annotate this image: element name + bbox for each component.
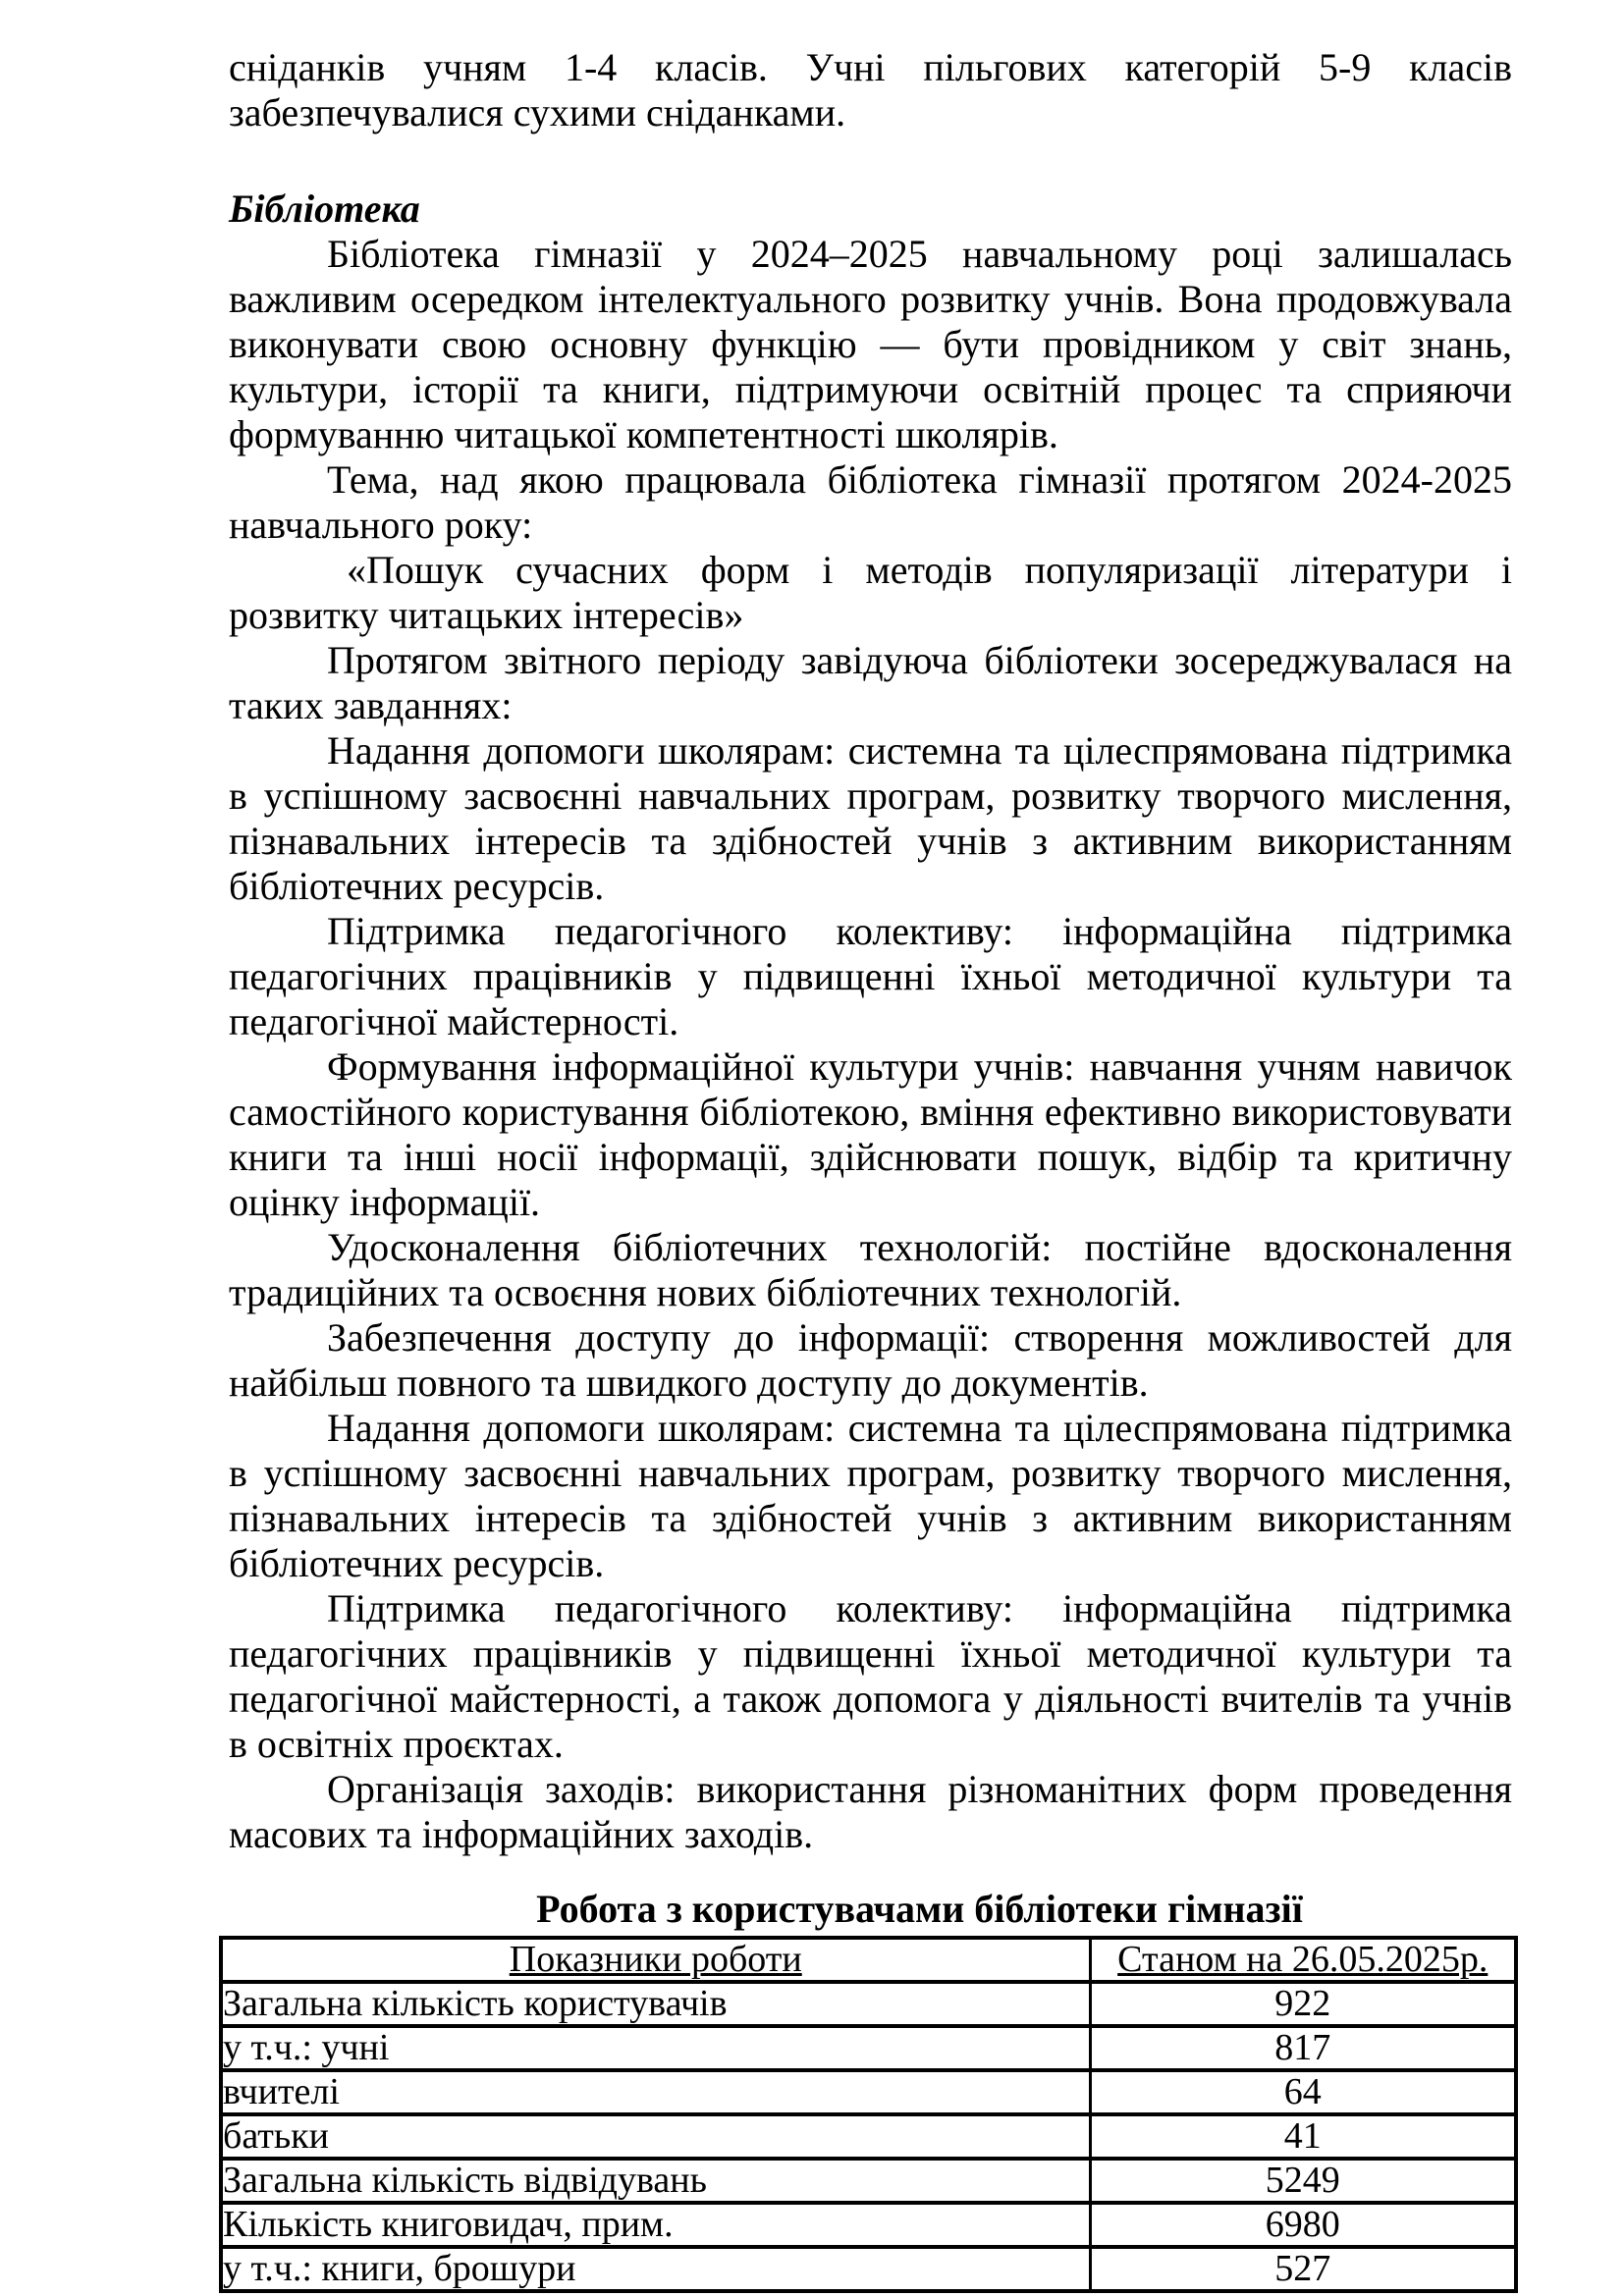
row-label: Загальна кількість користувачів [221, 1982, 1090, 2026]
paragraph-task-events: Організація заходів: використання різноманітних форм проведення масових та інформаційних заходів. [229, 1767, 1512, 1856]
paragraph-theme-lead: Тема, над якою працювала бібліотека гімназії протягом 2024-2025 навчального року: [229, 457, 1512, 547]
library-stats-table [219, 1936, 1518, 2293]
row-label: у т.ч.: учні [221, 2026, 1090, 2070]
row-label: Кількість книговидач, прим. [221, 2203, 1090, 2247]
row-label: батьки [221, 2114, 1090, 2159]
row-value: 6980 [1265, 2204, 1340, 2245]
row-value: 41 [1283, 2115, 1322, 2157]
row-value: 922 [1274, 1983, 1331, 2024]
paragraph-task-teachers-support-2: Підтримка педагогічного колективу: інформаційна підтримка педагогічних працівників у підвищенні їхньої методичної культури та педагогічної майстерності, а також допомога у діяльності вчителів та учнів в освітніх проєктах. [229, 1586, 1512, 1766]
row-value: 527 [1274, 2248, 1331, 2289]
paragraph-theme-quote: «Пошук сучасних форм і методів популяризації літератури і розвитку читацьких інтересів» [229, 548, 1512, 637]
table-row [221, 2026, 1516, 2070]
paragraph-task-tech-improvement: Удосконалення бібліотечних технологій: постійне вдосконалення традиційних та освоєння нових бібліотечних технологій. [229, 1225, 1512, 1314]
column-header-indicator [221, 1938, 1090, 1982]
row-value: 5249 [1265, 2160, 1340, 2201]
column-header-date [1090, 1938, 1516, 1982]
table-header-row [221, 1938, 1516, 1982]
table-title: Робота з користувачами бібліотеки гімназії [536, 1887, 1303, 1931]
paragraph-library-intro: Бібліотека гімназії у 2024–2025 навчальному році залишалась важливим осередком інтелектуального розвитку учнів. Вона продовжувала виконувати свою основну функцію — бути провідником у світ знань, культури, історії та книги, підтримуючи освітній процес та сприяючи формуванню читацької компетентності школярів. [229, 232, 1512, 456]
row-value: 64 [1283, 2071, 1322, 2112]
table-row [221, 2114, 1516, 2159]
table-row [221, 2203, 1516, 2247]
row-value: 817 [1274, 2027, 1331, 2068]
paragraph-task-info-culture: Формування інформаційної культури учнів: навчання учням навичок самостійного користування бібліотекою, вміння ефективно використовувати книги та інші носії інформації, здійснювати пошук, відбір та критичну оцінку інформації. [229, 1044, 1512, 1224]
paragraph-task-teachers-support: Підтримка педагогічного колективу: інформаційна підтримка педагогічних працівників у підвищенні їхньої методичної культури та педагогічної майстерності. [229, 909, 1512, 1043]
table-row [221, 1982, 1516, 2026]
table-row [221, 2247, 1516, 2291]
paragraph-task-students-help: Надання допомоги школярам: системна та цілеспрямована підтримка в успішному засвоєнні навчальних програм, розвитку творчого мислення, пізнавальних інтересів та здібностей учнів з активним використанням бібліотечних ресурсів. [229, 728, 1512, 908]
row-label: Загальна кількість відвідувань [221, 2159, 1090, 2203]
table-row [221, 2159, 1516, 2203]
table-row [221, 2070, 1516, 2114]
column-header-indicator-label: Показники роботи [509, 1939, 802, 1980]
paragraph-task-students-help-2: Надання допомоги школярам: системна та цілеспрямована підтримка в успішному засвоєнні навчальних програм, розвитку творчого мислення, пізнавальних інтересів та здібностей учнів з активним використанням бібліотечних ресурсів. [229, 1406, 1512, 1585]
paragraph-tasks-lead: Протягом звітного періоду завідуюча бібліотеки зосереджувалася на таких завданнях: [229, 638, 1512, 727]
section-heading-library: Бібліотека [229, 187, 420, 231]
continuation-paragraph: сніданків учням 1-4 класів. Учні пільгових категорій 5-9 класів забезпечувалися сухими сніданками. [229, 45, 1512, 134]
column-header-date-label: Станом на 26.05.2025р. [1117, 1939, 1489, 1980]
paragraph-task-info-access: Забезпечення доступу до інформації: створення можливостей для найбільш повного та швидкого доступу до документів. [229, 1315, 1512, 1405]
row-label: у т.ч.: книги, брошури [221, 2247, 1090, 2291]
row-label: вчителі [221, 2070, 1090, 2114]
